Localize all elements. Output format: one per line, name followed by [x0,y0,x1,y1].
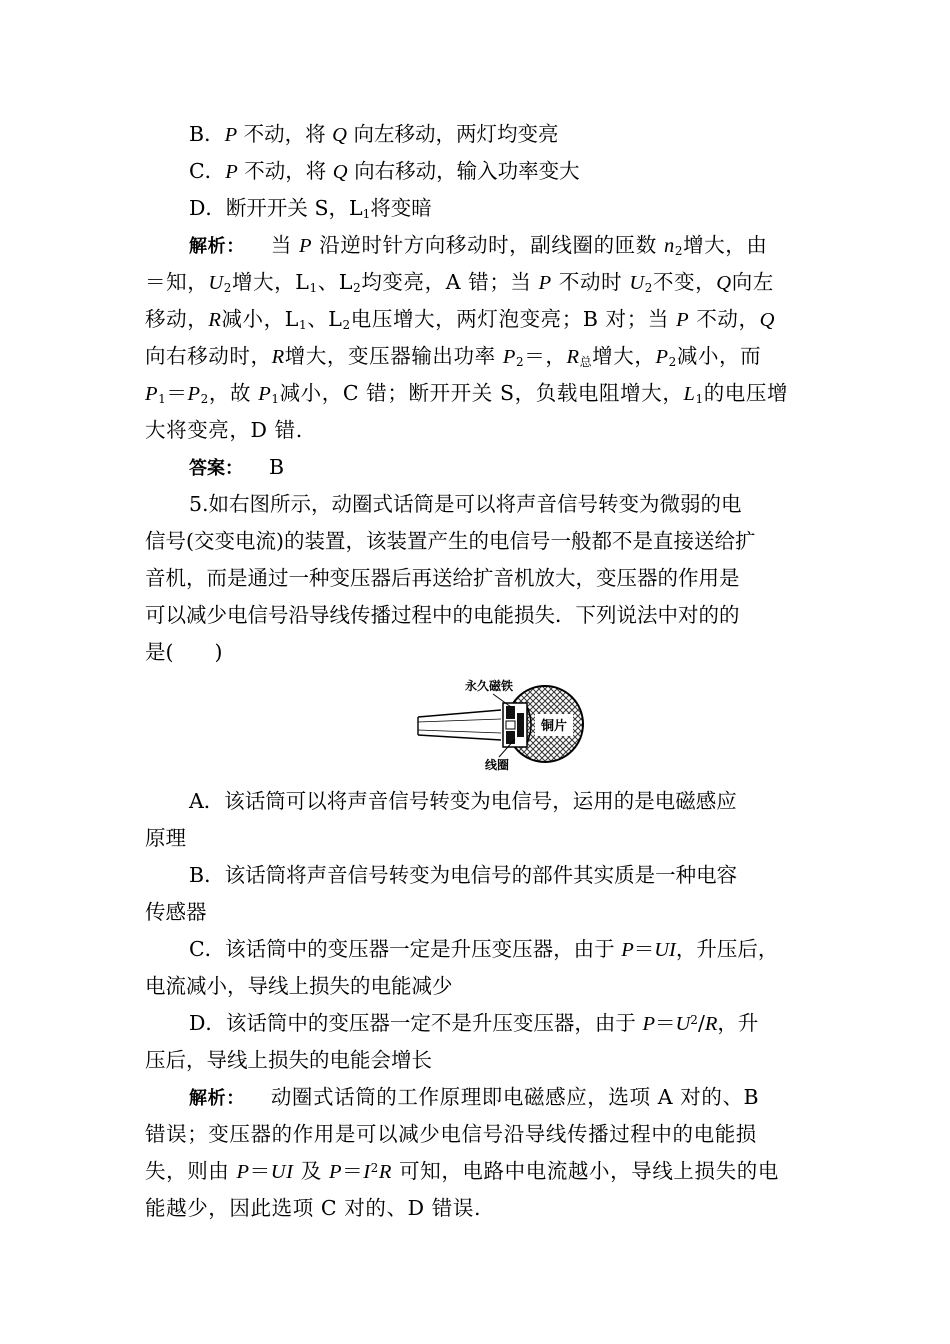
answer-label: 答案： [189,458,243,479]
option-d-text-2: 将变暗 [370,196,432,220]
analysis1-line3 [145,301,810,338]
text: 增大，L [231,270,310,294]
handle-wires [418,710,501,740]
var-q: Q [759,309,776,331]
option-c-text-2: 向右移动，输入功率变大 [347,159,580,183]
text: 不变， [652,270,717,294]
var-n: n [664,235,675,257]
analysis1-line6: 大将变亮，D 错. [145,418,303,442]
question5-line1: 5.如右图所示，动圈式话筒是可以将声音信号转变为微弱的电 [189,492,742,516]
subscript: 1 [362,207,371,221]
text: 的电压增 [703,381,789,405]
text: 、L [317,270,354,294]
subscript: 2 [223,281,232,295]
text: 移动， [145,307,209,331]
option5-a-line1: A．该话筒可以将声音信号转变为电信号，运用的是电磁感应 [189,789,737,813]
text: 均变亮，A 错；当 [361,270,539,294]
subscript: 1 [298,318,308,332]
option5-d-line2: 压后，导线上损失的电能会增长 [145,1048,432,1072]
var-p: P [655,346,669,368]
var-p: P [328,1161,343,1183]
analysis2-line4: 能越少，因此选项 C 对的、D 错误. [145,1196,482,1220]
var-l: L [683,383,696,405]
var-u: U [208,272,224,294]
analysis1-line5 [145,375,810,412]
var-p: P [299,235,313,257]
option-d-line [145,190,810,227]
var-r: R [208,309,222,331]
var-p: P [642,1013,655,1035]
subscript: 1 [271,392,280,406]
option5-a-line2: 原理 [145,826,186,850]
option-b-text-2: 向左移动，两灯均变亮 [346,122,559,146]
text: ＝ [166,381,188,405]
text: 向左 [731,270,774,294]
var-ui: UI [654,939,676,961]
option-c-text: 不动，将 [237,159,333,183]
subscript: 2 [515,355,525,369]
text: ＝， [524,344,567,368]
var-p: P [224,124,238,146]
text: ＝ [633,937,655,961]
document-page [145,116,810,1227]
magnet-coil-assembly [503,703,531,747]
subscript: 2 [342,318,351,332]
magnet-label: 永久磁铁 [465,679,514,693]
text: 增大， [592,344,656,368]
var-i: I [363,1161,371,1183]
text: 动圈式话筒的工作原理即电磁感应，选项 A 对的、B [270,1085,760,1109]
text: 及 [293,1159,329,1183]
superscript: 2 [370,1161,379,1175]
var-q: Q [716,272,732,294]
analysis-label: 解析： [189,236,245,257]
subscript: 2 [674,244,684,258]
text: 减小，而 [676,344,762,368]
text: C．该话筒中的变压器一定是升压变压器，由于 [189,937,622,961]
option-b-prefix: B． [189,122,225,146]
option5-b-line1: B．该话筒将声音信号转变为电信号的部件其实质是一种电容 [189,863,738,887]
var-p: P [258,383,272,405]
text: ，故 [208,381,259,405]
analysis1-line4 [145,338,810,375]
var-r: R [378,1161,392,1183]
text: 可知，电路中电流越小，导线上损失的电 [392,1159,779,1183]
coil-label: 线圈 [485,758,510,772]
text: 当 [270,233,300,257]
text: ，升压后， [675,937,779,961]
text: 沿逆时针方向移动时，副线圈的匝数 [312,233,664,257]
option5-d-line1 [145,1005,810,1042]
question5-line3: 音机，而是通过一种变压器后再送给扩音机放大，变压器的作用是 [145,566,740,590]
analysis-label: 解析： [189,1088,245,1109]
analysis2-line1 [145,1079,810,1116]
copper-label: 铜片 [540,719,568,734]
subscript: 1 [158,392,167,406]
text: 向右移动时， [145,344,272,368]
text: 增大，由 [683,233,768,257]
subscript: 2 [644,281,653,295]
dynamic-microphone-diagram [413,677,588,773]
superscript: 2 [690,1013,698,1027]
analysis2-line3 [145,1153,810,1190]
var-r: R [566,346,580,368]
text: 失，则由 [145,1159,237,1183]
var-p: P [502,346,516,368]
magnet-leader [493,694,511,707]
subscript: 1 [309,281,318,295]
var-p: P [187,383,201,405]
option-d-text: D．断开开关 S，L [189,196,363,220]
question5-line5: 是( ) [145,640,223,664]
var-q: Q [332,124,347,146]
text: ＝ [654,1011,676,1035]
text: 不动， [689,307,760,331]
option-b-line [145,116,810,153]
var-ui: UI [270,1161,294,1183]
text: 减小，L [221,307,299,331]
text: / [697,1011,705,1035]
var-u: U [675,1013,691,1035]
text: ＝知， [145,270,209,294]
var-r: R [271,346,285,368]
text: ＝ [249,1159,271,1183]
var-p: P [538,272,552,294]
analysis1-line2 [145,264,810,301]
subscript: 2 [668,355,677,369]
option5-b-line2: 传感器 [145,900,207,924]
option-c-line [145,153,810,190]
var-u: U [629,272,645,294]
text: 不动时 [551,270,630,294]
analysis2-line2: 错误；变压器的作用是可以减少电信号沿导线传播过程中的电能损 [145,1122,757,1146]
option5-c-line1 [145,931,810,968]
subscript: 2 [353,281,362,295]
answer-value: B [269,455,285,479]
var-p: P [225,161,238,183]
text: D．该话筒中的变压器一定不是升压变压器，由于 [189,1011,643,1035]
question5-line4: 可以减少电信号沿导线传播过程中的电能损失．下列说法中对的的 [145,603,740,627]
microphone-figure [145,677,810,773]
var-q: Q [332,161,348,183]
text: ，升 [717,1011,759,1035]
text: ＝ [342,1159,364,1183]
analysis1-line1 [145,227,810,264]
var-p: P [676,309,690,331]
text: 减小，C 错；断开开关 S，负载电阻增大， [279,381,684,405]
option-b-text: 不动，将 [237,122,333,146]
text: 、L [307,307,343,331]
option-c-prefix: C． [189,159,226,183]
question5-line2: 信号(交变电流)的装置，该装置产生的电信号一般都不是直接送给扩 [145,529,756,553]
var-p: P [621,939,634,961]
subscript: 总 [579,355,593,369]
subscript: 1 [695,392,704,406]
text: 增大，变压器输出功率 [284,344,503,368]
subscript: 2 [200,392,209,406]
option5-c-line2: 电流减小，导线上损失的电能减少 [145,974,453,998]
var-r: R [704,1013,718,1035]
var-p: P [236,1161,250,1183]
answer-line [145,449,810,486]
var-p: P [145,383,159,405]
text: 电压增大，两灯泡变亮；B 对；当 [350,307,677,331]
